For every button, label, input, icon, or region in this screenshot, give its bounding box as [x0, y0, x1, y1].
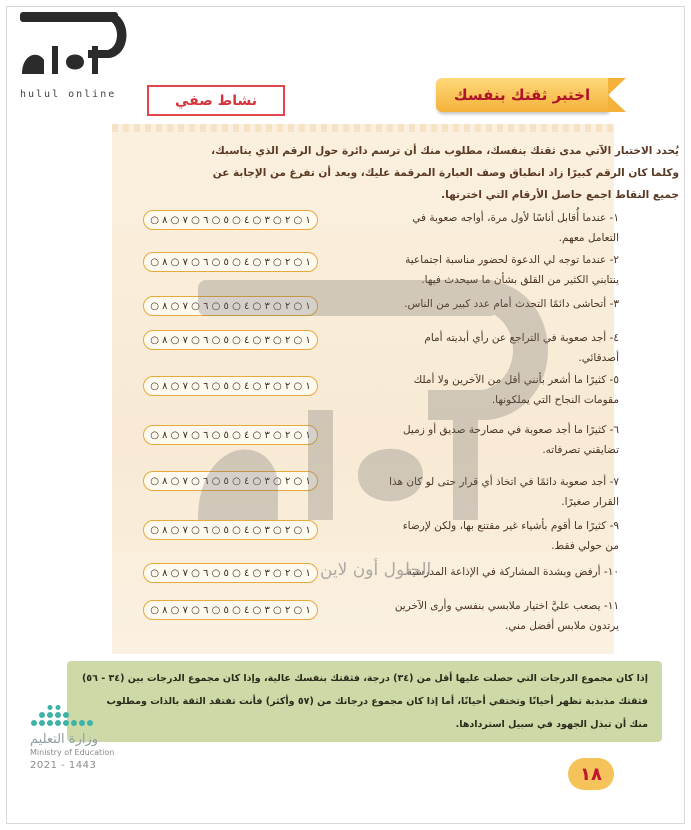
question-1: ١- عندما أُقابل أناسًا لأول مرة، أواجه صعوبة في التعامل معهم.	[412, 212, 619, 244]
rating-scale-11[interactable]: ١ ○ ٢ ○ ٣ ○ ٤ ○ ٥ ○ ٦ ○ ٧ ○ ٨ ○	[143, 600, 318, 620]
question-4: ٤- أجد صعوبة في التراجع عن رأي أبديته أمام أصدقائي.	[424, 332, 619, 364]
rating-scale-9[interactable]: ١ ○ ٢ ○ ٣ ○ ٤ ○ ٥ ○ ٦ ○ ٧ ○ ٨ ○	[143, 520, 318, 540]
question-6: ٦- كثيرًا ما أجد صعوبة في مصارحة صديق أو زميل تضايقني تصرفاته.	[402, 424, 619, 456]
result-line-2: فثقتك مذبذبة تظهر أحيانًا وتختفي أحيانًا، أما إذا كان مجموع درجاتك من (٥٧ وأكثر) فأنت تفتقد الثقة بالذات ومطلوب	[106, 696, 648, 707]
page-number: ١٨	[580, 763, 602, 785]
hulul-logo	[8, 6, 133, 106]
rating-scale-1[interactable]: ١ ○ ٢ ○ ٣ ○ ٤ ○ ٥ ○ ٦ ○ ٧ ○ ٨ ○	[143, 210, 318, 230]
section-title: اختبر ثقتك بنفسك	[453, 86, 591, 104]
rating-scale-10[interactable]: ١ ○ ٢ ○ ٣ ○ ٤ ○ ٥ ○ ٦ ○ ٧ ○ ٨ ○	[143, 563, 318, 583]
rating-scale-2[interactable]: ١ ○ ٢ ○ ٣ ○ ٤ ○ ٥ ○ ٦ ○ ٧ ○ ٨ ○	[143, 252, 318, 272]
rating-scale-4[interactable]: ١ ○ ٢ ○ ٣ ○ ٤ ○ ٥ ○ ٦ ○ ٧ ○ ٨ ○	[143, 330, 318, 350]
watermark-subtitle: الحلول أون لاين	[320, 560, 432, 580]
page-number-badge	[568, 758, 614, 790]
logo-subtitle: hulul online	[20, 89, 117, 100]
ministry-name-ar: وزارة التعليم	[30, 732, 99, 747]
rating-scale-7[interactable]: ١ ○ ٢ ○ ٣ ○ ٤ ○ ٥ ○ ٦ ○ ٧ ○ ٨ ○	[143, 471, 318, 491]
question-10: ١٠- أرفض وبشدة المشاركة في الإذاعة المدرسية.	[403, 566, 619, 578]
ministry-dots-icon	[28, 705, 108, 731]
question-2: ٢- عندما توجه لي الدعوة لحضور مناسبة اجتماعية ينتابني الكثير من القلق بشأن ما سيحدث فيها.	[405, 254, 619, 286]
rating-scale-6[interactable]: ١ ○ ٢ ○ ٣ ○ ٤ ○ ٥ ○ ٦ ○ ٧ ○ ٨ ○	[143, 425, 318, 445]
result-line-3: منك أن تبذل الجهود في سبيل استردادها.	[455, 719, 648, 730]
ministry-logo	[28, 705, 148, 775]
intro-text: يُحدد الاختبار الآتي مدى ثقتك بنفسك، مطلوب منك أن ترسم دائرة حول الرقم الذي يناسبك، وكلما كان الرقم كبيرًا زاد انطباق وصف العبارة المرقمة عليك، وبعد أن تفرغ من الإجابة عن جميع النقاط اجمع حاصل الأرقام التي اخترتها.	[211, 145, 679, 201]
rating-scale-3[interactable]: ١ ○ ٢ ○ ٣ ○ ٤ ○ ٥ ○ ٦ ○ ٧ ○ ٨ ○	[143, 296, 318, 316]
result-line-1: إذا كان مجموع الدرجات التي حصلت عليها أقل من (٣٤) درجة، فثقتك بنفسك عالية، وإذا كان مجموع الدرجات بين (٣٤ - ٥٦)	[81, 673, 648, 684]
question-5: ٥- كثيرًا ما أشعر بأنني أقل من الآخرين ولا أملك مقومات النجاح التي يملكونها.	[413, 374, 619, 406]
section-title-ribbon	[436, 78, 608, 112]
result-box	[67, 661, 662, 742]
activity-label-box	[147, 85, 285, 116]
question-3: ٣- أتحاشى دائمًا التحدث أمام عدد كبير من الناس.	[404, 298, 619, 310]
ministry-year: 2021 - 1443	[30, 760, 97, 771]
question-7: ٧- أجد صعوبة دائمًا في اتخاذ أي قرار حتى لو كان هذا القرار صغيرًا.	[389, 476, 619, 508]
activity-label: نشاط صفي	[175, 92, 257, 109]
question-11: ١١- يصعب عليَّ اختيار ملابسي بنفسي وأرى الآخرين يرتدون ملابس أفضل مني.	[394, 600, 619, 632]
hulul-logo-icon	[8, 6, 133, 88]
rating-scale-5[interactable]: ١ ○ ٢ ○ ٣ ○ ٤ ○ ٥ ○ ٦ ○ ٧ ○ ٨ ○	[143, 376, 318, 396]
question-9: ٩- كثيرًا ما أقوم بأشياء غير مقتنع بها، ولكن لإرضاء من حولي فقط.	[402, 520, 619, 552]
ministry-name-en: Ministry of Education	[30, 748, 115, 757]
